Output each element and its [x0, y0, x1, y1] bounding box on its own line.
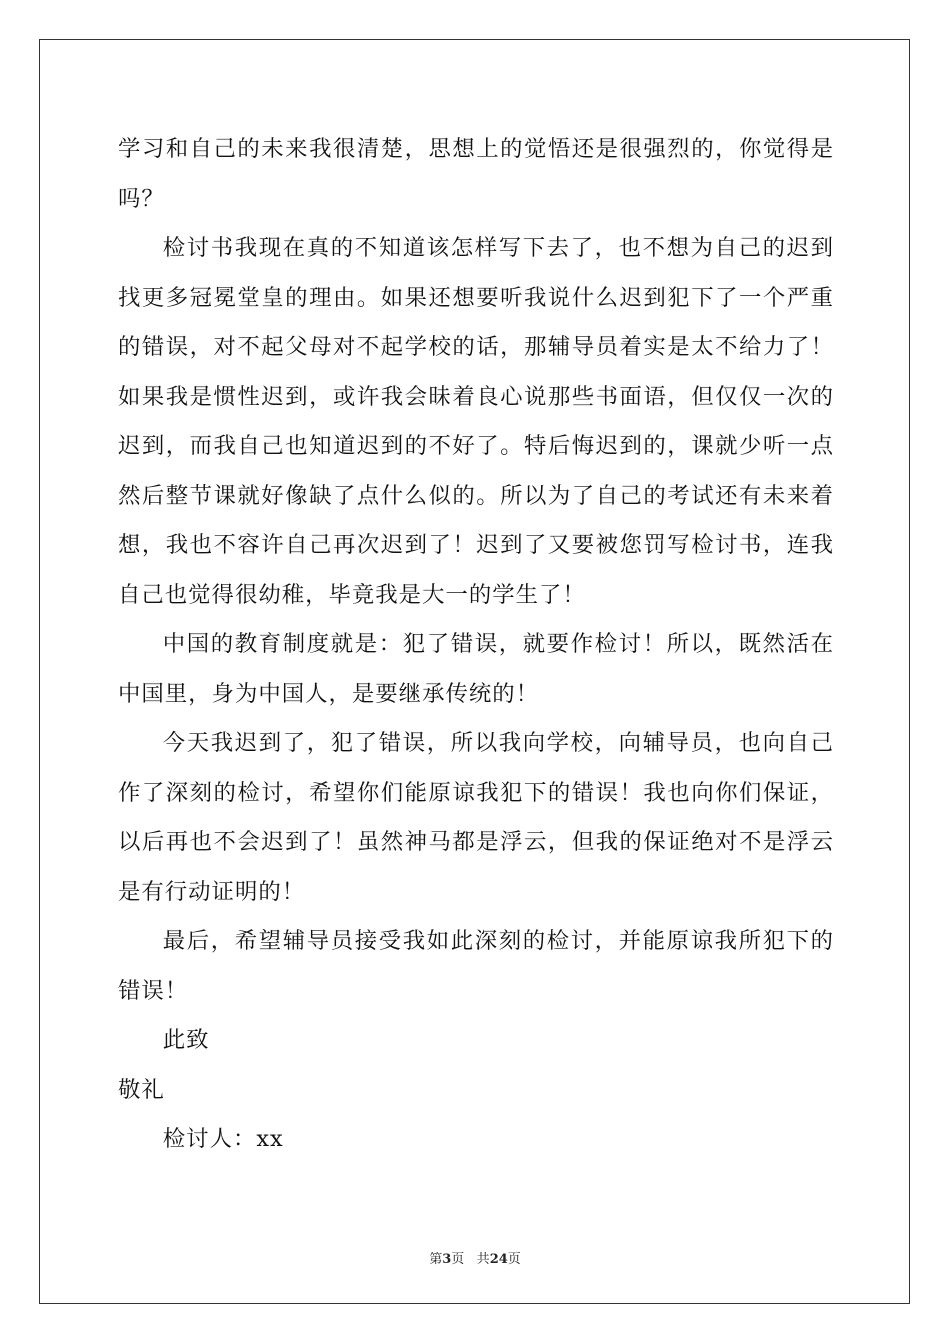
salutation-jingli: 敬礼: [118, 1076, 165, 1103]
signature-line: 检讨人：xx: [162, 1126, 284, 1152]
footer-page-number: 3: [442, 1252, 452, 1267]
footer-page-suffix: 页: [451, 1252, 465, 1267]
paragraph-apology-promise: 今天我迟到了，犯了错误，所以我向学校，向辅导员，也向自己作了深刻的检讨，希望你们能原谅我犯下的错误！我也向你们保证，以后再也不会迟到了！虽然神马都是浮云，但我的保证绝对不是浮云是有行动证明的！: [118, 730, 834, 905]
salutation-cizhi: 此致: [162, 1027, 210, 1053]
paragraph-education-system: 中国的教育制度就是：犯了错误，就要作检讨！所以，既然活在中国里，身为中国人，是要继承传统的！: [118, 631, 834, 707]
page-footer: [0, 1248, 950, 1267]
paragraph-lateness-explanation: 检讨书我现在真的不知道该怎样写下去了，也不想为自己的迟到找更多冠冕堂皇的理由。如果还想要听我说什么迟到犯下了一个严重的错误，对不起父母对不起学校的话，那辅导员着实是太不给力了！如果我是惯性迟到，或许我会昧着良心说那些书面语，但仅仅一次的迟到，而我自己也知道迟到的不好了。特后悔迟到的，课就少听一点然后整节课就好像缺了点什么似的。所以为了自己的考试还有未来着想，我也不容许自己再次迟到了！迟到了又要被您罚写检讨书，连我自己也觉得很幼稚，毕竟我是大一的学生了！: [118, 235, 834, 608]
document-body: [118, 125, 834, 1165]
footer-total-suffix: 页: [507, 1252, 521, 1267]
footer-total-prefix: 共: [476, 1252, 490, 1267]
footer-page-prefix: 第: [429, 1252, 443, 1267]
paragraph-opening-continuation: 学习和自己的未来我很清楚，思想上的觉悟还是很强烈的，你觉得是吗？: [118, 136, 834, 212]
paragraph-closing-request: 最后，希望辅导员接受我如此深刻的检讨，并能原谅我所犯下的错误！: [118, 928, 834, 1004]
footer-total-pages: 24: [489, 1252, 508, 1267]
